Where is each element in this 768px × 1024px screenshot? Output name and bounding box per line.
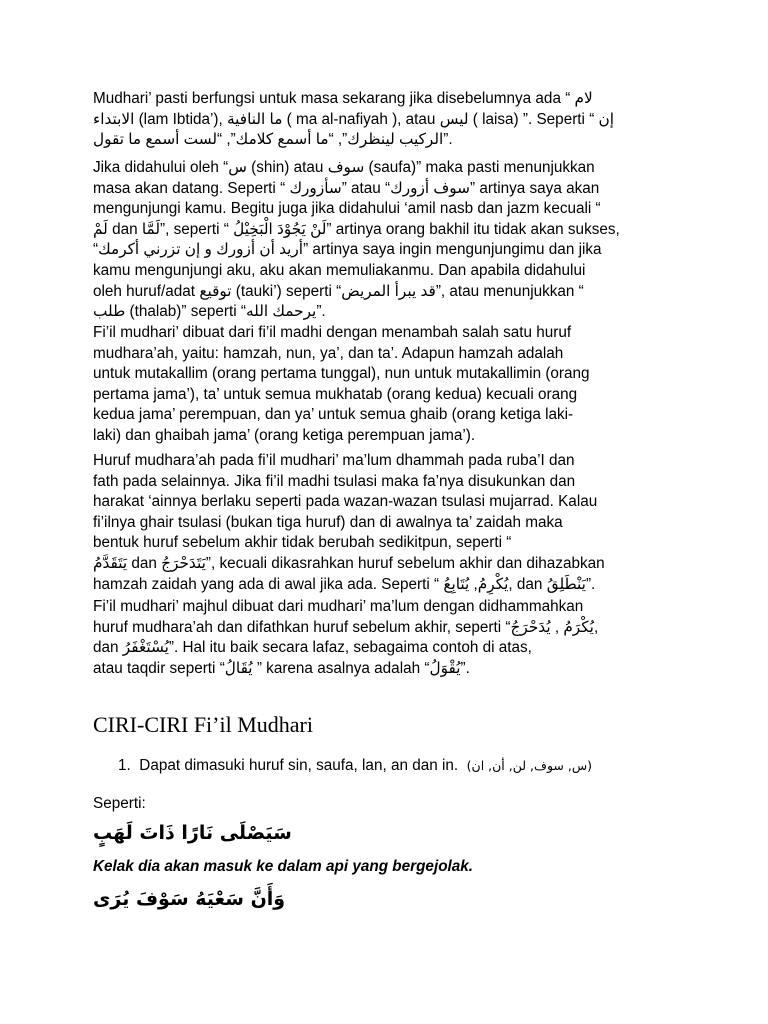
text-line: pertama jama’), ta’ untuk semua mukhatab (orang kedua) kecuali orang	[93, 385, 578, 403]
text-line: fi’ilnya ghair tsulasi (bukan tiga huruf) dan di awalnya ta’ zaidah maka	[93, 513, 563, 531]
text-line: “أريد أن أزورك و إن تزرني أكرمك” artinya saya ingin mengunjungimu dan jika	[93, 241, 602, 259]
text-line: laki) dan ghaibah jama’ (orang ketiga perempuan jama’).	[93, 426, 476, 444]
list-item	[118, 757, 592, 775]
text-line: Mudhari’ pasti berfungsi untuk masa sekarang jika disebelumnya ada “ لام	[93, 90, 593, 107]
text-line: Jika didahului oleh “س (shin) atau سوف (saufa)” maka pasti menunjukkan	[93, 159, 595, 176]
text-line: kamu mengunjungi aku, aku akan memuliakanmu. Dan apabila didahului	[93, 261, 586, 279]
text-line: masa akan datang. Seperti “ سأزورك” atau “سوف أزورك” artinya saya akan	[93, 179, 600, 197]
text-line: huruf mudhara’ah dan difathkan huruf sebelum akhir, seperti “يُكْرَمُ , يُدَحْرَجُ,	[93, 618, 599, 636]
text-line: الركيب لينظرك”, “ما أسمع كلامك”, “لست أسمع ما تقول”.	[93, 131, 453, 149]
list-text: Dapat dimasuki huruf sin, saufa, lan, an dan in.	[139, 757, 459, 774]
paragraph-4	[93, 451, 678, 595]
paragraph-3	[93, 323, 678, 447]
text-line: طلب (thalab)” seperti “يرحمك الله”.	[93, 303, 326, 321]
text-line: Fi’il mudhari’ dibuat dari fi’il madhi dengan menambah salah satu huruf	[93, 324, 572, 341]
paragraph-5	[93, 597, 678, 679]
text-line: harakat ‘ainnya berlaku seperti pada wazan-wazan tsulasi mujarrad. Kalau	[93, 493, 598, 511]
example-label: Seperti:	[93, 795, 146, 812]
text-line: untuk mutakallim (orang pertama tunggal), nun untuk mutakallimin (orang	[93, 365, 590, 383]
text-line: الابتداء (lam Ibtida’), ما النافية ( ma al-nafiyah ), atau ليس ( laisa) ”. Seperti “ إن	[93, 110, 615, 128]
list-arabic: (س, سوف, لن, أن, ان)	[466, 758, 592, 773]
section-heading: CIRI-CIRI Fi’il Mudhari	[93, 712, 313, 737]
text-line: oleh huruf/adat توقيع (tauki’) seperti “قد يبرأ المريض”, atau menunjukkan “	[93, 282, 584, 300]
arabic-verse-1: سَيَصْلَى نَارًا ذَاتَ لَهَبٍ	[93, 822, 292, 844]
text-line: لَمْ dan لَمَّا”, seperti “ لَنْ يَجُوْدَ الْبَخِيْلُ” artinya orang bakhil itu tidak akan sukses,	[93, 220, 620, 238]
text-line: bentuk huruf sebelum akhir tidak berubah sedikitpun, seperti “	[93, 534, 512, 552]
text-line: mengunjungi kamu. Begitu juga jika didahului ‘amil nasb dan jazm kecuali “	[93, 200, 601, 218]
arabic-verse-2: وَأَنَّ سَعْيَهُ سَوْفَ يُرَى	[93, 888, 286, 910]
text-line: mudhara’ah, yaitu: hamzah, nun, ya’, dan ta’. Adapun hamzah adalah	[93, 344, 564, 362]
text-line: hamzah zaidah yang ada di awal jika ada. Seperti “ يُكْرِمُ, يُتَابِعُ, dan يَنْطَلِقُ”.	[93, 575, 596, 593]
text-line: Fi’il mudhari’ majhul dibuat dari mudhari’ ma’lum dengan didhammahkan	[93, 598, 584, 615]
text-line: يَتَقَدَّمُ dan يَتَدَحْرَجُ”, kecuali dikasrahkan huruf sebelum akhir dan dihazabkan	[93, 554, 605, 572]
text-line: Huruf mudhara’ah pada fi’il mudhari’ ma’lum dhammah pada ruba’I dan	[93, 452, 575, 469]
text-line: fath pada selainnya. Jika fi’il madhi tsulasi maka fa’nya disukunkan dan	[93, 472, 576, 490]
text-line: dan يُسْتَغْفَرُ”. Hal itu baik secara lafaz, sebagaima contoh di atas,	[93, 639, 532, 657]
paragraph-1	[93, 89, 678, 151]
text-line: atau taqdir seperti “يُقَالُ ” karena asalnya adalah “يُقْوَلُ”.	[93, 659, 470, 677]
paragraph-2	[93, 158, 678, 323]
list-number: 1.	[118, 757, 131, 774]
verse-translation: Kelak dia akan masuk ke dalam api yang bergejolak.	[93, 858, 474, 875]
text-line: kedua jama’ perempuan, dan ya’ untuk semua ghaib (orang ketiga laki-	[93, 406, 574, 424]
